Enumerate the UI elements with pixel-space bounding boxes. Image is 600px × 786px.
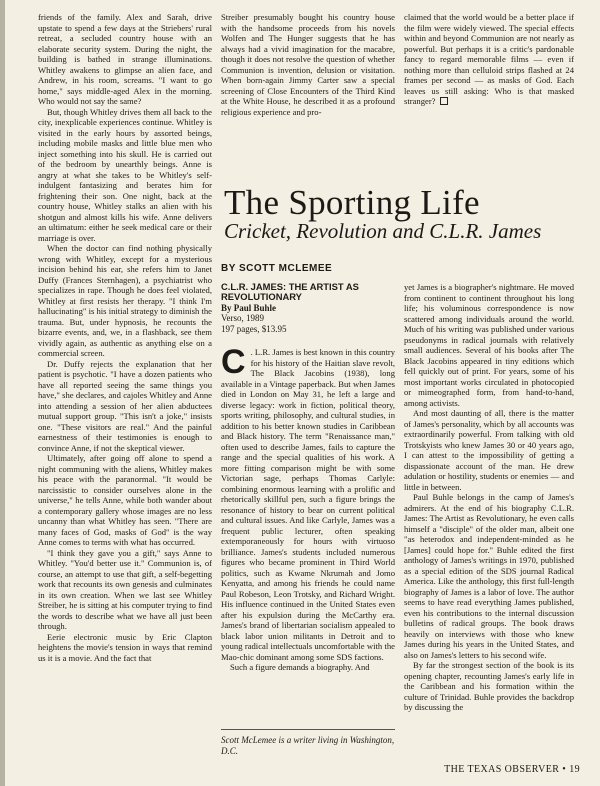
col1-paragraph-3: When the doctor can find nothing physically wrong with Whitley, except for a mysterious incision behind his ear, she refers him to Janet Duffy (Frances Sternhagen), a psychiatrist who specializes in rape. Though he does feel violated, Whitley at first resists her therapy. "I think I'm hallucinating" is his initial strategy to diminish the trauma. But, under hypnosis, he recounts the bizarre events, and, we, in a flashback, see them vividly again, as authentic as anything else on a commercial screen. [38,243,212,358]
col1-paragraph-5: Ultimately, after going off alone to spend a night communing with the aliens, Whitley makes his peace with the paranormal. "It would be narcissistic to consider ourselves alone in the universe," he tells Anne, while both wander about a contemporary gallery whose images are no less uncanny than what Whitley has seen. "There are many faces of God, masks of God" is the way Anne comes to terms with what has occurred. [38,453,212,547]
col1-paragraph-7: Eerie electronic music by Eric Clapton heightens the movie's tension in ways that remind us it is a movie. And the fact that [38,631,212,663]
article-subtitle: Cricket, Revolution and C.L.R. James [224,219,542,243]
column-1-film-review [38,12,212,760]
book-title-line-2: REVOLUTIONARY [221,291,302,303]
col2-paragraph-1 [221,347,395,662]
col3-top-text: claimed that the world would be a better place if the film were widely viewed. The special effects within and beyond Communion are not nearly as powerful. But perhaps it is a critic's pardonable fancy to regard memorable films — even if nothing more than celluloid strips flashed at 24 frames per second — as masks of God. Each leaves us still asking: Who is that masked stranger? [404,12,574,106]
column-3-article [404,282,574,758]
page-edge [0,0,5,786]
col1-paragraph-6: "I think they gave you a gift," says Anne to Whitley. "You'd better use it." Communion is, of course, an attempt to use that gift, a self-begetting work that recounts its own genesis and culminates in its own creation. When we last see Whitley Streiber, he is sitting at his computer trying to find the words to describe what we have all just been through. [38,547,212,631]
col3-paragraph-3: Paul Buhle belongs in the camp of James's admirers. At the end of his biography C.L.R. James: The Artist as Revolutionary, he even calls himself a "disciple" of the older man, albeit one "as heterodox and independent-minded as he [James] could hope for." Buhle edited the first anthology of James's writings in 1970, published as a special edition of the SDS journal Radical America. Like the anthology, this first full-length biography of James is a labor of love. The author seems to have read everything James published, even his contributions to the internal discussion bulletins of radical groups. The book draws heavily on interviews with those who knew James during his years in the United States, and also on James's letters to his second wife. [404,492,574,660]
col1-paragraph-2: But, though Whitley drives them all back to the city, inexplicable experiences continue. Whitley is visited in the early hours by assorted beings, including mobile masks and little blue men who inject something into his skull. He is carried out of the bedroom by unearthly beings. Anne is angry at what she takes to be Whitley's self-indulgent fantasizing and berates him for frightening their son. One night, back at the country house, Whitley stalks an alien with his shotgun and almost kills his wife. Anne delivers an ultimatum: either he seek medical care or their marriage is over. [38,106,212,243]
article-byline: BY SCOTT MCLEMEE [221,263,333,274]
col3-top-paragraph [404,12,574,107]
book-publisher: Verso, 1989 [221,313,264,324]
footer-separator: • [562,764,567,775]
col3-paragraph-4: By far the strongest section of the book is its opening chapter, recounting James's early life in the Caribbean and his formation within the culture of Trinidad. Buhle provides the backdrop by discussing the [404,660,574,712]
book-author: By Paul Buhle [221,302,277,313]
bio-divider [221,729,395,730]
col1-paragraph-1: friends of the family. Alex and Sarah, drive upstate to spend a few days at the Striebers' rural retreat, a secluded country house with an elaborate security system. During the night, the building is bathed in strange illuminations. Whitley awakens to glimpse an alien face, and Andrew, in his room, screams. "I want to go home," says middle-aged Alex in the morning. Who would not say the same? [38,12,212,106]
drop-cap: C [221,347,246,381]
col3-paragraph-1: yet James is a biographer's nightmare. He moved from continent to continent throughout his long life; his voluminous correspondence is now scattered among individuals around the world. Much of his writing was published under various pseudonyms in radical journals with relatively small audiences. Several of his books after The Black Jacobins appeared in tiny editions which fell quickly out of print. For years, some of his most important works circulated in photocopied or mimeographed form, from hand-to-hand, among activists. [404,282,574,408]
col1-paragraph-4: Dr. Duffy rejects the explanation that her patient is psychotic. "I have a dozen patients who have all reported seeing the same things you have," she declares, and cajoles Whitley and Anne into attending a session of her alien abductees mutual support group. "This isn't a joke," insists one. "These visitors are real." And the painful earnestness of their testimonies is enough to convince Anne, if not the skeptical viewer. [38,358,212,453]
book-details: 197 pages, $13.95 [221,323,287,334]
column-2-review-continuation [221,12,395,172]
page-footer [420,764,580,775]
book-title-line-1: C.L.R. JAMES: THE ARTIST AS [221,281,359,292]
col3-paragraph-2: And most daunting of all, there is the matter of James's personality, which by all accounts was extraordinarily powerful. From talking with old Trotskyists who knew James 30 or 40 years ago, I can attest to the impossibility of getting a dispassionate account of the man. He drew adulation or hostility, students or enemies — and little in between. [404,408,574,492]
book-info-block [221,282,397,334]
article-title: The Sporting Life [224,183,480,222]
end-of-article-icon [440,97,448,105]
column-3-review-ending [404,12,574,172]
publication-name: THE TEXAS OBSERVER [444,764,560,775]
col2-paragraph-2: Such a figure demands a biography. And [230,662,370,672]
column-2-article [221,347,395,723]
author-bio: Scott McLemee is a writer living in Washington, D.C. [221,735,395,756]
col2-paragraph-1-text: . L.R. James is best known in this country for his history of the Haitian slave revolt, The Black Jacobins (1938), long available in a Vintage paperback. But when James died in London on May 31, he left a large and diverse legacy: work in fiction, political theory, sports writing, philosophy, and cultural studies, in addition to his better known studies in Caribbean and Black history. The term "Renaissance man," often used to describe James, fails to capture the range and the special qualities of his work. A more fitting comparison might be with some Victorian sage, perhaps Thomas Carlyle: combining enormous learning with a prolific and rhetorically skillful pen, such a figure brings the resonance of history to bear on current political and cultural issues. And like Carlyle, James was a frequent public lecturer, often speaking extemporaneously for hours with virtuoso brilliance. James's students included numerous figures who became prominent in Third World politics, such as Kwame Nkrumah and Jomo Kenyatta, and among his friends he could name Paul Robeson, Leon Trotsky, and Richard Wright. His influence continued in the United States even after his expulsion during the McCarthy era. James's brand of libertarian socialism appealed to black labor union militants in Detroit and to young radical intellectuals uncomfortable with the Mao-chic dominant among some SDS factions. [221,347,395,662]
page-number: 19 [569,764,580,775]
col2-top-paragraph: Streiber presumably bought his country house with the handsome proceeds from his novels Wolfen and The Hunger suggests that he has always had a vivid imagination for the macabre, though it does not resolve the question of whether Communion is invention, delusion or visitation. When born-again Jimmy Carter saw a special screening of Close Encounters of the Third Kind at the White House, he described it as a profound religious experience and pro- [221,12,395,117]
